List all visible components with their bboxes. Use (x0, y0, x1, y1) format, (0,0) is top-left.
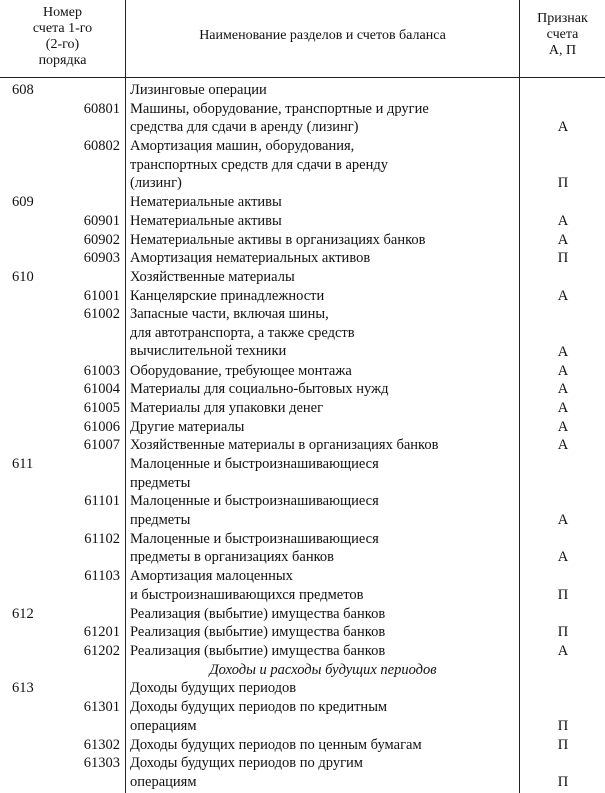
account-name (130, 698, 516, 735)
account-code-second-order: 60802 (83, 138, 120, 155)
account-sign: А (557, 212, 569, 229)
account-name-line: операциям (130, 773, 197, 790)
table-row (0, 212, 605, 231)
account-code-second-order: 60901 (83, 212, 120, 229)
account-name-line: средства для сдачи в аренду (лизинг) (130, 119, 359, 136)
table-row (0, 362, 605, 381)
table-row (0, 249, 605, 268)
table-row (0, 736, 605, 755)
table-row (0, 81, 605, 100)
table-row (0, 567, 605, 604)
account-sign: А (557, 362, 569, 379)
header-account-sign-line: А, П (548, 43, 577, 58)
account-name-line: Малоценные и быстроизнашивающиеся (130, 530, 379, 547)
account-sign: А (557, 231, 569, 248)
header-divider (0, 77, 605, 78)
account-sign: П (557, 175, 569, 192)
account-name-line: Хозяйственные материалы (130, 269, 295, 285)
account-name (130, 268, 516, 287)
account-code-first-order: 610 (12, 269, 34, 285)
account-name-line: для автотранспорта, а также средств (130, 324, 355, 341)
account-name-line: и быстроизнашивающихся предметов (130, 586, 364, 603)
account-name-line: Лизинговые операции (130, 82, 267, 98)
account-sign: П (557, 250, 569, 267)
account-name (130, 231, 516, 250)
header-account-number-line: порядка (38, 53, 87, 68)
account-name-line: Амортизация нематериальных активов (130, 250, 371, 267)
account-name-line: предметы (130, 474, 191, 491)
table-row (0, 642, 605, 661)
account-sign: А (557, 437, 569, 454)
account-name (130, 642, 516, 661)
table-row (0, 530, 605, 567)
table-row (0, 268, 605, 287)
account-name-line: (лизинг) (130, 175, 182, 192)
account-code-second-order: 60801 (83, 100, 120, 117)
account-code-second-order: 61202 (83, 643, 120, 659)
account-name-line: Оборудование, требующее монтажа (130, 362, 352, 379)
account-name (130, 100, 516, 137)
table-row (0, 623, 605, 642)
account-code-second-order: 61201 (83, 624, 120, 641)
account-name (130, 418, 516, 437)
account-code-second-order: 61301 (83, 699, 120, 716)
account-name-line: Доходы будущих периодов по ценным бумагам (130, 736, 422, 753)
account-name-line: Доходы будущих периодов по другим (130, 755, 363, 772)
account-code-first-order: 609 (12, 194, 34, 211)
account-sign: А (557, 119, 569, 136)
header-account-number-line: счета 1-го (32, 21, 93, 36)
account-name-line: Доходы будущих периодов по кредитным (130, 699, 388, 716)
table-row (0, 754, 605, 791)
table-row (0, 193, 605, 212)
table-row (0, 380, 605, 399)
table-row (0, 455, 605, 492)
account-sign: А (557, 643, 569, 659)
account-name (130, 287, 516, 306)
account-name (130, 754, 516, 791)
account-name (130, 380, 516, 399)
account-name (130, 605, 516, 624)
account-name (130, 530, 516, 567)
header-account-number-line: (2-го) (45, 37, 80, 52)
account-name (130, 623, 516, 642)
account-name (130, 492, 516, 529)
header-account-sign-line: счета (546, 27, 579, 42)
account-sign: А (557, 549, 569, 566)
table-row (0, 305, 605, 361)
header-account-name-text: Наименование разделов и счетов баланса (199, 28, 446, 43)
header-account-sign (520, 11, 605, 59)
account-name (130, 249, 516, 268)
account-name-line: Малоценные и быстроизнашивающиеся (130, 456, 379, 472)
account-name-line: Запасные части, включая шины, (130, 306, 329, 323)
account-name (130, 193, 516, 212)
account-sign: П (557, 624, 569, 641)
account-name-line: предметы в организациях банков (130, 549, 335, 566)
account-name (130, 679, 516, 698)
account-code-second-order: 61003 (83, 362, 120, 379)
header-account-number-line: Номер (43, 5, 82, 20)
account-name-line: Нематериальные активы в организациях банков (130, 231, 426, 248)
table-row (0, 492, 605, 529)
account-name-line: транспортных средств для сдачи в аренду (130, 156, 388, 173)
account-name-line: Материалы для упаковки денег (130, 399, 324, 416)
account-sign: А (557, 343, 569, 360)
account-code-second-order: 61103 (84, 568, 120, 585)
table-row (0, 100, 605, 137)
account-sign: П (557, 586, 569, 603)
account-name-line: Другие материалы (130, 418, 245, 435)
account-sign: А (557, 381, 569, 398)
account-sign: П (557, 736, 569, 753)
account-sign: А (557, 418, 569, 435)
table-row (0, 137, 605, 193)
account-name-line: Нематериальные активы (130, 212, 282, 229)
account-name-line: Реализация (выбытие) имущества банков (130, 643, 386, 659)
account-code-first-order: 613 (12, 680, 34, 697)
section-title: Доходы и расходы будущих периодов (209, 661, 437, 678)
account-sign: А (557, 399, 569, 416)
account-name-line: операциям (130, 717, 197, 734)
account-name-line: Машины, оборудование, транспортные и другие (130, 100, 429, 117)
account-sign: А (557, 287, 569, 304)
account-name-line: Хозяйственные материалы в организациях банков (130, 437, 439, 454)
account-name (130, 212, 516, 231)
account-name-line: Нематериальные активы (130, 194, 282, 211)
account-name-line: Материалы для социально-бытовых нужд (130, 381, 389, 398)
account-name (130, 455, 516, 492)
account-name (130, 81, 516, 100)
table-row (0, 605, 605, 624)
account-name (130, 736, 516, 755)
account-name-line: Реализация (выбытие) имущества банков (130, 605, 386, 622)
account-name (130, 305, 516, 361)
account-code-second-order: 61002 (83, 306, 120, 323)
account-code-second-order: 61001 (83, 287, 120, 304)
table-row (0, 287, 605, 306)
header-account-sign-line: Признак (537, 11, 588, 26)
account-code-second-order: 61005 (83, 399, 120, 416)
account-sign: А (557, 512, 569, 529)
account-name (130, 399, 516, 418)
account-code-second-order: 60902 (83, 231, 120, 248)
account-name-line: Канцелярские принадлежности (130, 287, 325, 304)
table-row (0, 698, 605, 735)
account-code-second-order: 61007 (83, 437, 120, 454)
account-code-first-order: 608 (12, 82, 34, 98)
table-row (0, 679, 605, 698)
table-row (0, 436, 605, 455)
account-code-second-order: 60903 (83, 250, 120, 267)
account-name (130, 567, 516, 604)
account-sign: П (557, 717, 569, 734)
account-name-line: Доходы будущих периодов (130, 680, 297, 697)
account-code-second-order: 61004 (83, 381, 120, 398)
table-row (0, 399, 605, 418)
account-name-line: Амортизация малоценных (130, 568, 293, 585)
account-code-first-order: 611 (12, 456, 34, 472)
account-name-line: Амортизация машин, оборудования, (130, 138, 355, 155)
table-row (0, 231, 605, 250)
header-account-number (0, 5, 125, 69)
account-name (130, 362, 516, 381)
account-name-line: Малоценные и быстроизнашивающиеся (130, 493, 379, 510)
section-heading-row (0, 661, 605, 680)
account-sign: П (557, 773, 569, 790)
account-name-line: Реализация (выбытие) имущества банков (130, 624, 386, 641)
account-code-second-order: 61006 (83, 418, 120, 435)
table-row (0, 418, 605, 437)
account-name-line: предметы (130, 511, 191, 528)
account-name (130, 137, 516, 193)
account-code-second-order: 61101 (84, 493, 120, 510)
account-code-second-order: 61303 (83, 755, 120, 772)
account-name-line: вычислительной техники (130, 343, 287, 360)
header-account-name (126, 28, 519, 44)
account-code-first-order: 612 (12, 605, 34, 622)
account-name (130, 436, 516, 455)
account-code-second-order: 61102 (84, 530, 120, 547)
account-code-second-order: 61302 (83, 736, 120, 753)
